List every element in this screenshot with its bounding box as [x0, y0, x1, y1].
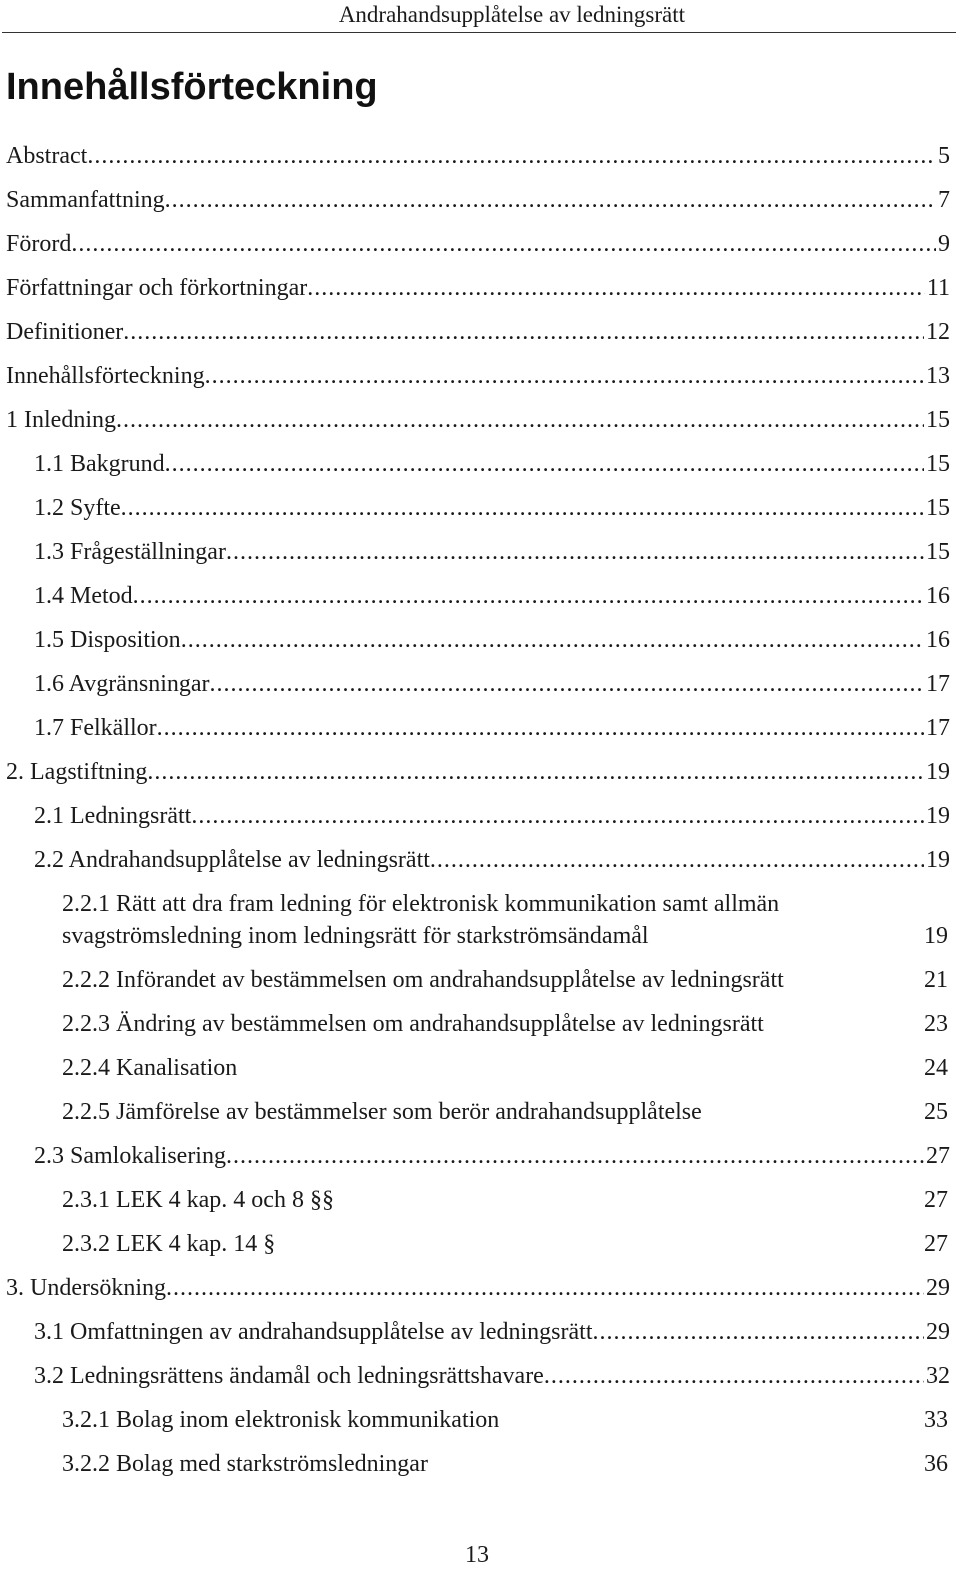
toc-entry-page: 15 — [926, 407, 950, 433]
toc-entry-sammanfattning[interactable] — [6, 185, 950, 215]
dot-leader — [181, 625, 924, 655]
toc-entry-page: 15 — [926, 495, 950, 521]
toc-entry-label: 2.2.4 Kanalisation — [62, 1055, 238, 1081]
dot-leader — [226, 1141, 924, 1171]
toc-entry-page: 36 — [924, 1451, 948, 1477]
toc-entry-page: 29 — [926, 1319, 950, 1345]
running-header: Andrahandsupplåtelse av ledningsrätt — [338, 2, 685, 27]
toc-entry-page: 5 — [938, 143, 950, 169]
toc-entry-label: 2.3.2 LEK 4 kap. 14 § — [62, 1231, 276, 1257]
dot-leader — [165, 185, 936, 215]
dot-leader — [116, 405, 924, 435]
toc-entry-2-3[interactable] — [34, 1141, 950, 1171]
toc-entry-page: 19 — [926, 803, 950, 829]
toc-entry-page: 19 — [926, 847, 950, 873]
toc-entry-page: 15 — [926, 539, 950, 565]
toc-entry-abstract[interactable] — [6, 141, 950, 171]
toc-entry-label: 1.4 Metod — [34, 583, 133, 609]
toc-entry-1-6[interactable] — [34, 669, 950, 699]
toc-entry-label: 2.3 Samlokalisering — [34, 1143, 226, 1169]
dot-leader — [205, 361, 924, 391]
toc-entry-page: 17 — [926, 715, 950, 741]
toc-entry-label: 3.1 Omfattningen av andrahandsupplåtelse av ledningsrätt — [34, 1319, 593, 1345]
toc-entry-3-1[interactable] — [34, 1317, 950, 1347]
toc-entry-label: 2. Lagstiftning — [6, 759, 148, 785]
toc-entry-2-2-3[interactable] — [62, 1009, 952, 1039]
toc-entry-label: Förord — [6, 231, 72, 257]
toc-entry-page: 16 — [926, 627, 950, 653]
toc-entry-2-2-4[interactable] — [62, 1053, 952, 1083]
toc-entry-page: 33 — [924, 1407, 948, 1433]
dot-leader — [307, 273, 925, 303]
toc-entry-label: 1.5 Disposition — [34, 627, 181, 653]
toc-entry-2-2-1-line2[interactable] — [62, 921, 952, 951]
dot-leader — [430, 845, 924, 875]
toc-entry-1-7[interactable] — [34, 713, 950, 743]
toc-entry-page: 32 — [926, 1363, 950, 1389]
dot-leader — [166, 1273, 924, 1303]
dot-leader — [147, 757, 924, 787]
dot-leader — [210, 669, 924, 699]
toc-entry-label: 3.2 Ledningsrättens ändamål och ledningsrättshavare — [34, 1363, 544, 1389]
toc-entry-page: 16 — [926, 583, 950, 609]
toc-entry-page: 12 — [926, 319, 950, 345]
toc-entry-page: 21 — [924, 967, 948, 993]
toc-entry-label: 1.3 Frågeställningar — [34, 539, 226, 565]
toc-entry-innehallsforteckning[interactable] — [6, 361, 950, 391]
toc-entry-2-2[interactable] — [34, 845, 950, 875]
dot-leader — [593, 1317, 924, 1347]
toc-entry-label: 1.2 Syfte — [34, 495, 121, 521]
toc-entry-label: 3. Undersökning — [6, 1275, 166, 1301]
toc-entry-2-lagstiftning[interactable] — [6, 757, 950, 787]
toc-entry-page: 17 — [926, 671, 950, 697]
toc-entry-page: 7 — [938, 187, 950, 213]
toc-entry-label: Innehållsförteckning — [6, 363, 205, 389]
toc-entry-label: 2.2.3 Ändring av bestämmelsen om andrahandsupplåtelse av ledningsrätt — [62, 1011, 764, 1037]
dot-leader — [226, 537, 924, 567]
toc-entry-page: 9 — [938, 231, 950, 257]
toc-entry-1-2[interactable] — [34, 493, 950, 523]
toc-entry-forfattningar[interactable] — [6, 273, 950, 303]
toc-entry-forord[interactable] — [6, 229, 950, 259]
dot-leader — [71, 229, 936, 259]
dot-leader — [87, 141, 936, 171]
toc-entry-1-1[interactable] — [34, 449, 950, 479]
dot-leader — [191, 801, 924, 831]
toc-entry-label: 1 Inledning — [6, 407, 116, 433]
dot-leader — [165, 449, 924, 479]
toc-entry-label: 2.3.1 LEK 4 kap. 4 och 8 §§ — [62, 1187, 334, 1213]
toc-entry-1-inledning[interactable] — [6, 405, 950, 435]
toc-entry-label: 3.2.2 Bolag med starkströmsledningar — [62, 1451, 428, 1477]
toc-entry-3-2-1[interactable] — [62, 1405, 952, 1435]
page-number: 13 — [465, 1542, 489, 1568]
toc-entry-page: 25 — [924, 1099, 948, 1125]
dot-leader — [123, 317, 924, 347]
toc-entry-label: Sammanfattning — [6, 187, 165, 213]
toc-entry-definitioner[interactable] — [6, 317, 950, 347]
toc-entry-2-2-1-line1[interactable] — [62, 889, 779, 919]
toc-entry-label: Abstract — [6, 143, 88, 169]
toc-entry-page: 24 — [924, 1055, 948, 1081]
toc-entry-2-2-2[interactable] — [62, 965, 952, 995]
toc-entry-page: 27 — [924, 1187, 948, 1213]
toc-entry-1-5[interactable] — [34, 625, 950, 655]
toc-entry-label: Definitioner — [6, 319, 124, 345]
toc-entry-3-2[interactable] — [34, 1361, 950, 1391]
toc-entry-1-4[interactable] — [34, 581, 950, 611]
toc-entry-page: 23 — [924, 1011, 948, 1037]
toc-entry-2-1[interactable] — [34, 801, 950, 831]
toc-entry-page: 27 — [926, 1143, 950, 1169]
toc-entry-label: svagströmsledning inom ledningsrätt för starkströmsändamål — [62, 923, 649, 949]
toc-entry-label: 2.2 Andrahandsupplåtelse av ledningsrätt — [34, 847, 430, 873]
toc-entry-2-3-2[interactable] — [62, 1229, 952, 1259]
toc-entry-2-2-5[interactable] — [62, 1097, 952, 1127]
toc-entry-label: 1.1 Bakgrund — [34, 451, 165, 477]
toc-entry-page: 13 — [926, 363, 950, 389]
toc-entry-label: 2.1 Ledningsrätt — [34, 803, 192, 829]
toc-entry-label: 3.2.1 Bolag inom elektronisk kommunikation — [62, 1407, 500, 1433]
toc-entry-3-undersokning[interactable] — [6, 1273, 950, 1303]
toc-title: Innehållsförteckning — [6, 66, 378, 108]
dot-leader — [133, 581, 924, 611]
toc-entry-page: 19 — [926, 759, 950, 785]
toc-entry-1-3[interactable] — [34, 537, 950, 567]
toc-entry-page: 15 — [926, 451, 950, 477]
toc-entry-label: 2.2.1 Rätt att dra fram ledning för elektronisk kommunikation samt allmän — [62, 891, 780, 917]
toc-entry-label: Författningar och förkortningar — [6, 275, 308, 301]
toc-entry-page: 19 — [924, 923, 948, 949]
dot-leader — [544, 1361, 924, 1391]
toc-entry-label: 1.6 Avgränsningar — [34, 671, 210, 697]
toc-entry-label: 2.2.2 Införandet av bestämmelsen om andrahandsupplåtelse av ledningsrätt — [62, 967, 784, 993]
toc-entry-3-2-2[interactable] — [62, 1449, 952, 1479]
dot-leader — [157, 713, 924, 743]
toc-entry-label: 2.2.5 Jämförelse av bestämmelser som berör andrahandsupplåtelse — [62, 1099, 702, 1125]
toc-entry-page: 29 — [926, 1275, 950, 1301]
dot-leader — [121, 493, 924, 523]
toc-entry-label: 1.7 Felkällor — [34, 715, 157, 741]
toc-entry-page: 27 — [924, 1231, 948, 1257]
toc-entry-page: 11 — [926, 275, 950, 301]
toc-entry-2-3-1[interactable] — [62, 1185, 952, 1215]
